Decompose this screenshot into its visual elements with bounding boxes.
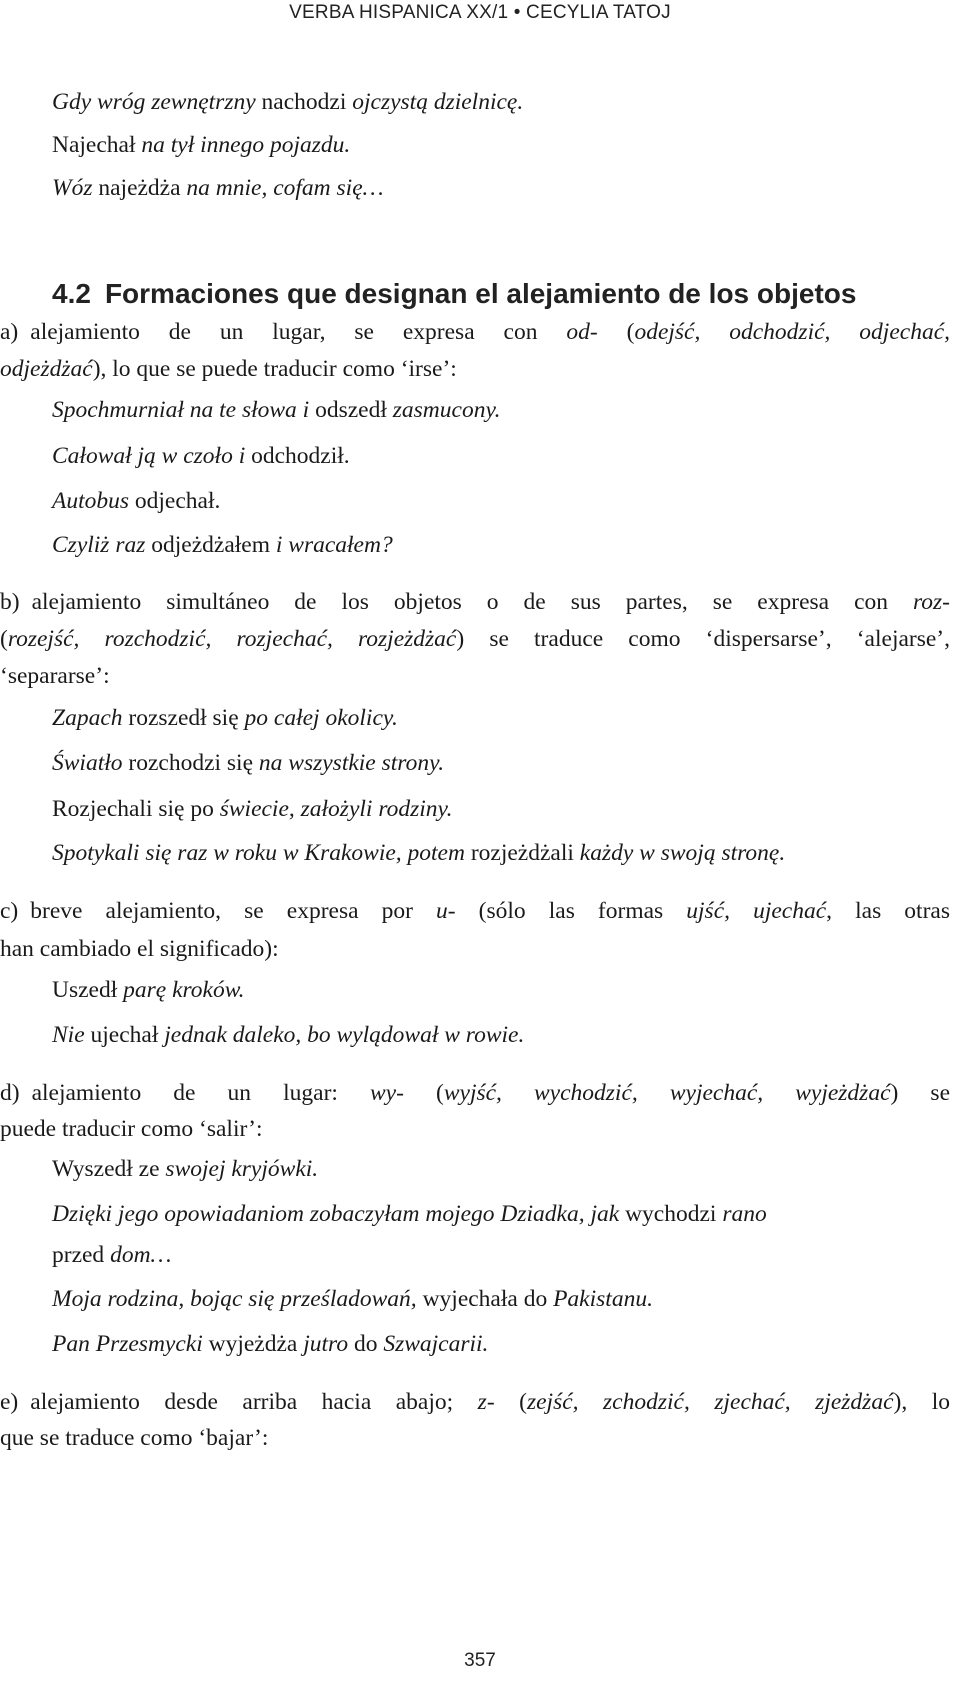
- example-line: [52, 127, 960, 163]
- text-run: zejść, zchodzić, zjechać, zjeżdżać: [526, 1389, 894, 1415]
- text-run: rozchodzi się: [122, 750, 259, 776]
- example-line: [52, 84, 960, 120]
- text-run: rozjeżdżali: [464, 840, 580, 866]
- text-run: ), lo que se puede traducir como ‘irse’:: [92, 356, 457, 382]
- text-run: ‘separarse’:: [0, 663, 110, 689]
- example-line: [52, 527, 960, 563]
- text-run: najeżdża: [92, 175, 187, 201]
- text-run: odjeżdżać: [0, 356, 93, 382]
- item-text-line: [0, 1420, 950, 1456]
- section-title: Formaciones que designan el alejamiento de los objetos: [104, 278, 857, 309]
- example-line: [52, 1017, 960, 1053]
- text-run: dom…: [110, 1242, 172, 1268]
- text-run: (sólo las formas: [455, 898, 687, 924]
- text-run: jednak daleko, bo wylądował w rowie.: [164, 1022, 525, 1048]
- text-run: rano: [722, 1201, 767, 1227]
- text-run: od-: [566, 319, 598, 345]
- text-run: Autobus: [52, 488, 130, 514]
- item-text-line: [0, 351, 950, 387]
- item-text-line: [0, 584, 950, 620]
- text-run: przed: [52, 1242, 111, 1268]
- text-run: puede traducir como ‘salir’:: [0, 1116, 263, 1142]
- text-run: odszedł: [309, 397, 393, 423]
- item-text-line: [0, 1111, 950, 1147]
- example-line: [52, 483, 960, 519]
- text-run: na tył innego pojazdu.: [141, 132, 351, 158]
- text-run: na mnie, cofam się…: [186, 175, 384, 201]
- text-run: zasmucony.: [392, 397, 501, 423]
- text-run: jutro: [303, 1331, 349, 1357]
- text-run: świecie, założyli rodziny.: [219, 796, 453, 822]
- text-run: alejamiento de un lugar, se expresa con: [30, 319, 567, 345]
- example-line: [52, 438, 960, 474]
- text-run: wychodzi: [619, 1201, 723, 1227]
- text-run: Światło: [52, 750, 123, 776]
- text-run: Zapach: [52, 705, 123, 731]
- text-run: Czyliż raz: [52, 532, 146, 558]
- running-header: VERBA HISPANICA XX/1 • CECYLIA TATOJ: [289, 2, 671, 23]
- example-line: [52, 170, 960, 206]
- item-label: a): [0, 319, 19, 345]
- text-run: Najechał: [52, 132, 142, 158]
- text-run: Nie: [52, 1022, 85, 1048]
- text-run: Spochmurniał na te słowa i: [52, 397, 310, 423]
- example-line: [52, 835, 960, 871]
- text-run: Pan Przesmycki: [52, 1331, 203, 1357]
- item-text-line: [0, 621, 950, 657]
- example-line: [52, 972, 960, 1008]
- text-run: ojczystą dzielnicę.: [352, 89, 524, 115]
- text-run: Spotykali się raz w roku w Krakowie, potem: [52, 840, 465, 866]
- text-run: (: [403, 1080, 444, 1106]
- text-run: Szwajcarii.: [383, 1331, 489, 1357]
- text-run: wyjść, wychodzić, wyjechać, wyjeżdżać: [443, 1080, 891, 1106]
- text-run: z-: [477, 1389, 495, 1415]
- text-run: wyjechała do: [416, 1286, 554, 1312]
- item-text-line: [0, 658, 950, 694]
- text-run: rozejść, rozchodzić, rozjechać, rozjeżdżać: [7, 626, 457, 652]
- text-run: do: [348, 1331, 384, 1357]
- item-text-line: [0, 931, 950, 967]
- text-run: parę kroków.: [123, 977, 245, 1003]
- example-line: [52, 700, 960, 736]
- text-run: alejamiento desde arriba hacia abajo;: [30, 1389, 478, 1415]
- example-line: [52, 392, 960, 428]
- item-text-line: [0, 893, 950, 929]
- text-run: wyjeżdża: [202, 1331, 304, 1357]
- text-run: Pakistanu.: [553, 1286, 653, 1312]
- example-line: [52, 791, 960, 827]
- example-line: [52, 1326, 960, 1362]
- text-run: odjechał.: [129, 488, 221, 514]
- text-run: odchodził.: [245, 443, 350, 469]
- text-run: (: [0, 626, 8, 652]
- text-run: ujść, ujechać: [686, 898, 827, 924]
- example-line: [52, 1281, 960, 1317]
- example-line: [52, 1237, 960, 1273]
- text-run: (: [494, 1389, 527, 1415]
- example-line: [52, 1151, 960, 1187]
- text-run: , las otras: [826, 898, 950, 924]
- section-number: 4.2: [52, 278, 91, 309]
- item-label: e): [0, 1389, 19, 1415]
- text-run: na wszystkie strony.: [258, 750, 445, 776]
- example-line: [52, 745, 960, 781]
- text-run: swojej kryjówki.: [165, 1156, 319, 1182]
- text-run: Gdy wróg zewnętrzny: [52, 89, 256, 115]
- text-run: roz-: [913, 589, 950, 615]
- text-run: każdy w swoją stronę.: [579, 840, 786, 866]
- text-run: Wyszedł ze: [52, 1156, 166, 1182]
- text-run: odjeżdżałem: [145, 532, 276, 558]
- page-number: 357: [464, 1650, 496, 1671]
- text-run: odejść, odchodzić, odjechać,: [634, 319, 951, 345]
- text-run: ujechał: [84, 1022, 165, 1048]
- text-run: que se traduce como ‘bajar’:: [0, 1425, 269, 1451]
- text-run: ) se: [890, 1080, 950, 1106]
- section-heading: [52, 276, 856, 312]
- text-run: (: [597, 319, 635, 345]
- text-run: alejamiento de un lugar:: [31, 1080, 370, 1106]
- example-line: [52, 1196, 960, 1232]
- text-run: wy-: [370, 1080, 404, 1106]
- item-label: c): [0, 898, 19, 924]
- item-label: d): [0, 1080, 20, 1106]
- text-run: ), lo: [893, 1389, 950, 1415]
- text-run: Całował ją w czoło i: [52, 443, 246, 469]
- item-text-line: [0, 1384, 950, 1420]
- item-text-line: [0, 1075, 950, 1111]
- text-run: breve alejamiento, se expresa por: [30, 898, 437, 924]
- text-run: ) se traduce como ‘dispersarse’, ‘alejarse’,: [456, 626, 951, 652]
- text-run: Uszedł: [52, 977, 124, 1003]
- text-run: han cambiado el significado):: [0, 936, 279, 962]
- item-label: b): [0, 589, 20, 615]
- text-run: u-: [436, 898, 456, 924]
- text-run: alejamiento simultáneo de los objetos o de sus partes, se expresa con: [31, 589, 913, 615]
- text-run: i wracałem?: [275, 532, 393, 558]
- text-run: nachodzi: [255, 89, 353, 115]
- text-run: rozszedł się: [122, 705, 245, 731]
- text-run: Moja rodzina, bojąc się prześladowań,: [52, 1286, 417, 1312]
- item-text-line: [0, 314, 950, 350]
- text-run: po całej okolicy.: [244, 705, 398, 731]
- text-run: Rozjechali się po: [52, 796, 220, 822]
- text-run: Dzięki jego opowiadaniom zobaczyłam mojego Dziadka, jak: [52, 1201, 620, 1227]
- text-run: Wóz: [52, 175, 93, 201]
